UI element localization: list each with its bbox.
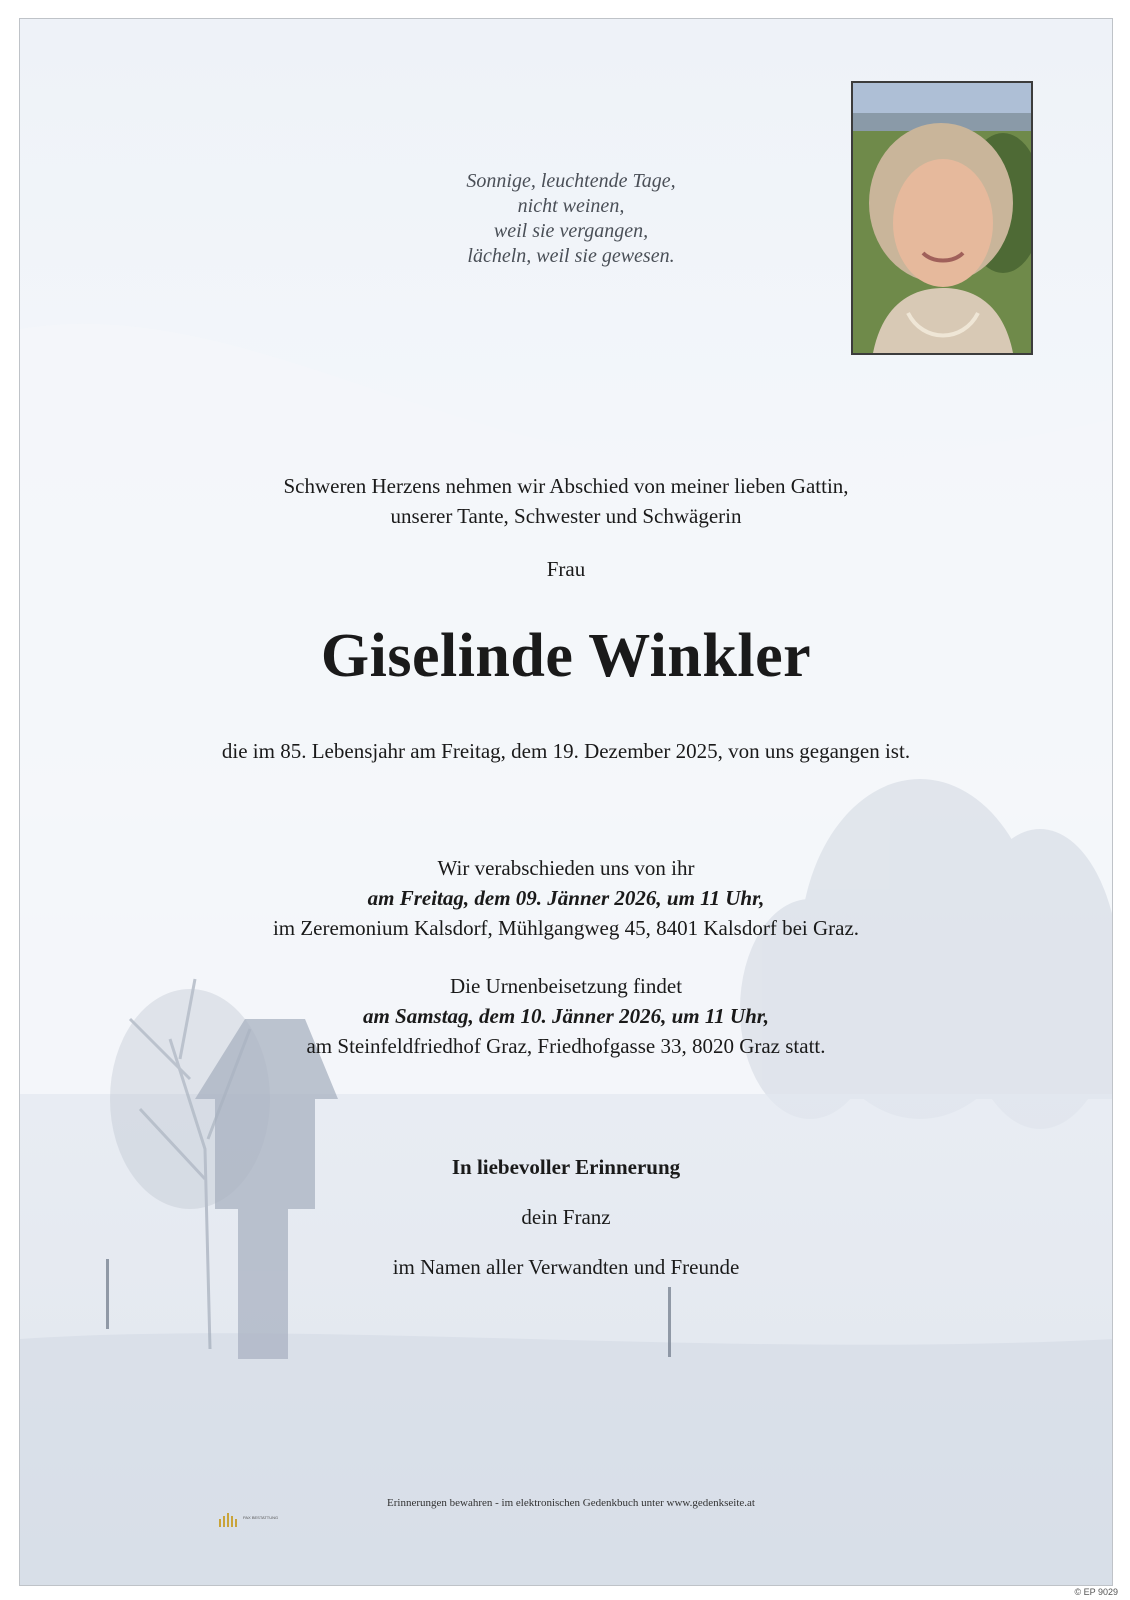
intro-line-2: unserer Tante, Schwester und Schwägerin	[390, 504, 742, 528]
deceased-name: Giselinde Winkler	[320, 622, 812, 690]
farewell-section	[41, 853, 1091, 943]
burial-place: am Steinfeldfriedhof Graz, Friedhofgasse 33, 8020 Graz statt.	[306, 1034, 826, 1058]
logo-text: PAX BESTATTUNG	[243, 1515, 279, 1520]
farewell-place: im Zeremonium Kalsdorf, Mühlgangweg 45, 8401 Kalsdorf bei Graz.	[272, 916, 860, 940]
footer-text: Erinnerungen bewahren - im elektronischen Gedenkbuch unter www.gedenkseite.at	[387, 1497, 755, 1509]
family-line: im Namen aller Verwandten und Freunde	[392, 1255, 740, 1279]
burial-section	[41, 971, 1091, 1061]
poem-line: nicht weinen,	[517, 195, 625, 217]
burial-intro: Die Urnenbeisetzung findet	[449, 974, 683, 998]
intro-text	[41, 471, 1091, 531]
farewell-intro: Wir verabschieden uns von ihr	[437, 856, 695, 880]
poem-line: weil sie vergangen,	[493, 220, 649, 242]
poem-line: lächeln, weil sie gewesen.	[467, 245, 675, 267]
document-code: © EP 9029	[1074, 1587, 1118, 1597]
intro-line-1: Schweren Herzens nehmen wir Abschied von meiner lieben Gattin,	[283, 474, 849, 498]
poem	[381, 169, 761, 269]
farewell-date: am Freitag, dem 09. Jänner 2026, um 11 Uhr,	[367, 886, 765, 910]
obituary-card	[19, 18, 1113, 1586]
salutation: Frau	[546, 557, 586, 581]
burial-date: am Samstag, dem 10. Jänner 2026, um 11 Uhr,	[362, 1004, 770, 1028]
memory-heading: In liebevoller Erinnerung	[451, 1155, 681, 1179]
death-notice: die im 85. Lebensjahr am Freitag, dem 19. Dezember 2025, von uns gegangen ist.	[221, 739, 911, 763]
portrait-photo	[851, 81, 1033, 355]
poem-line: Sonnige, leuchtende Tage,	[466, 170, 676, 192]
pax-logo-icon	[219, 1511, 289, 1531]
signature-from: dein Franz	[521, 1205, 611, 1229]
